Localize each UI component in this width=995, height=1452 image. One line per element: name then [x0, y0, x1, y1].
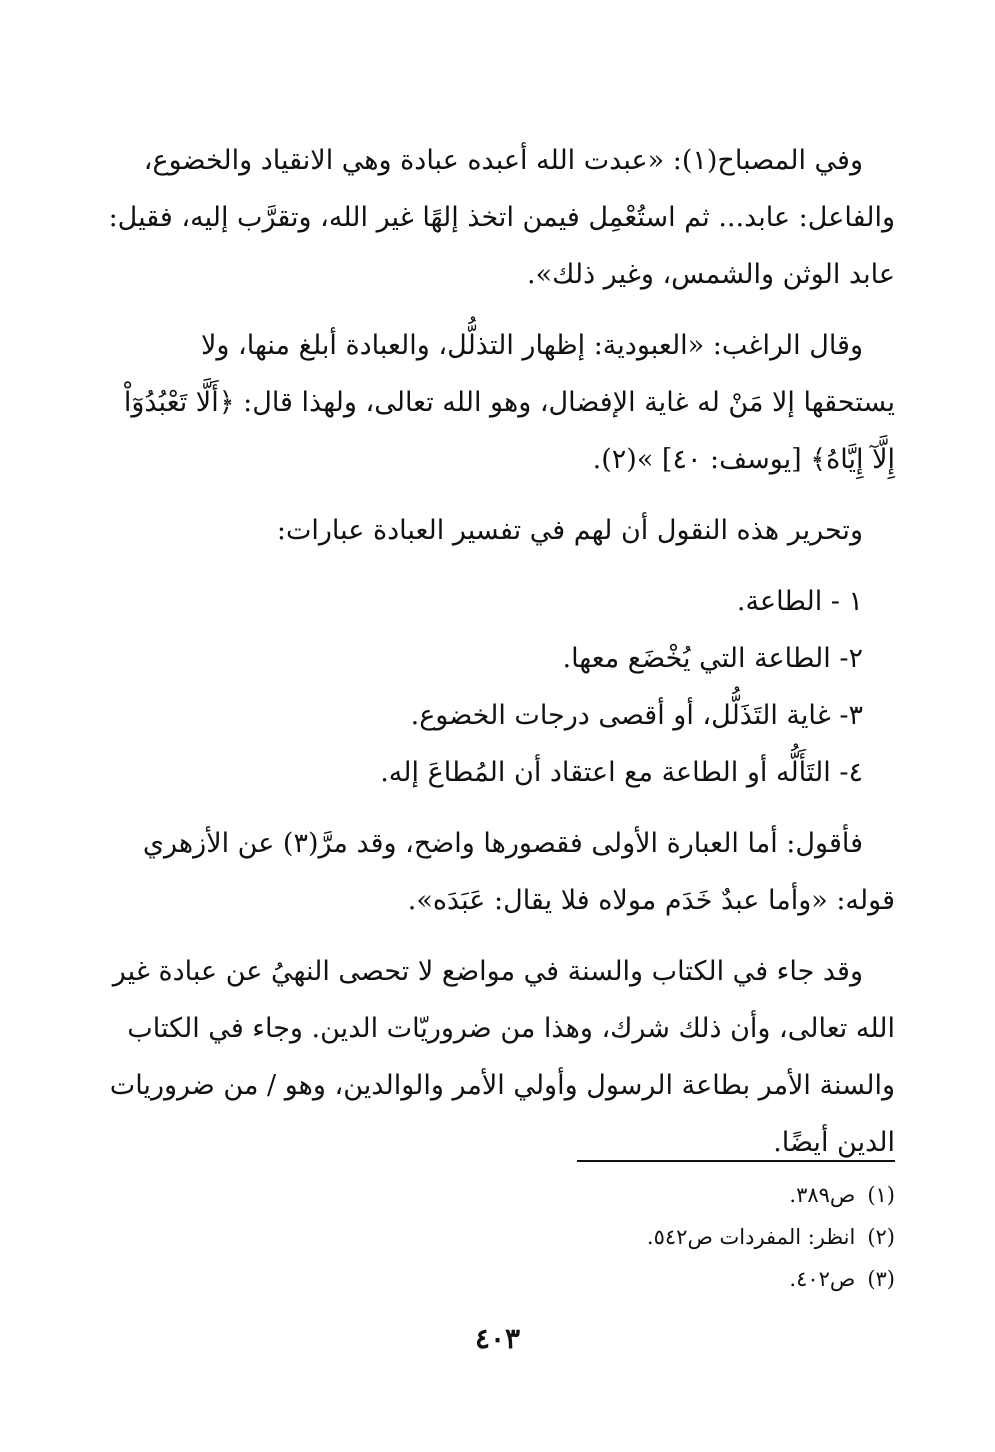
text-line: وفي المصباح(١): «عبدت الله أعبده عبادة وهي الانقياد والخضوع، [143, 145, 863, 176]
text-line: وقال الراغب: «العبودية: إظهار التذلُّل، والعبادة أبلغ منها، ولا [200, 330, 863, 361]
footnote-divider [577, 1160, 895, 1162]
footnote-number: (٣) [867, 1267, 895, 1291]
footnote-item [100, 1216, 895, 1258]
paragraph-misbah [100, 132, 895, 303]
paragraph-azhari [100, 815, 895, 929]
text-line: قوله: «وأما عبدٌ خَدَم مولاه فلا يقال: عَبَدَه». [407, 885, 895, 916]
text-line: إِلَّآ إِيَّاهُ﴾ [يوسف: ٤٠] »(٢). [592, 444, 895, 475]
footnote-text: انظر: المفردات ص٥٤٢. [646, 1225, 856, 1249]
text-line: وقد جاء في الكتاب والسنة في مواضع لا تحصى النهيُ عن عبادة غير [112, 956, 863, 987]
text-line: الدين أيضًا. [773, 1127, 895, 1158]
paragraph-intro-list [100, 502, 895, 559]
footnote-number: (٢) [867, 1225, 895, 1249]
page-number: ٤٠٣ [474, 1322, 521, 1355]
list-item: ٣- غاية التَذَلُّل، أو أقصى درجات الخضوع. [410, 700, 863, 731]
text-line: عابد الوثن والشمس، وغير ذلك». [526, 259, 895, 290]
text-line: فأقول: أما العبارة الأولى فقصورها واضح، وقد مرَّ(٣) عن الأزهري [142, 828, 863, 859]
text-line: يستحقها إلا مَنْ له غاية الإفضال، وهو الله تعالى، ولهذا قال: ﴿أَلَّا تَعْبُدُوٓاْ [123, 387, 895, 418]
paragraph-conclusion [100, 943, 895, 1171]
text-line: والسنة الأمر بطاعة الرسول وأولي الأمر والوالدين، وهو / من ضروريات [109, 1070, 895, 1101]
list-item: ٢- الطاعة التي يُخْضَع معها. [562, 643, 863, 674]
text-line: وتحرير هذه النقول أن لهم في تفسير العبادة عبارات: [276, 515, 863, 546]
list-item: ١ - الطاعة. [736, 586, 863, 617]
text-line: والفاعل: عابد... ثم استُعْمِل فيمن اتخذ إلهًا غير الله، وتقرَّب إليه، فقيل: [108, 202, 895, 233]
footnote-item [100, 1258, 895, 1300]
page-body [100, 132, 895, 1185]
definitions-list [100, 573, 895, 801]
footnote-item [100, 1174, 895, 1216]
text-line: الله تعالى، وأن ذلك شرك، وهذا من ضروريّات الدين. وجاء في الكتاب [127, 1013, 895, 1044]
paragraph-raghib [100, 317, 895, 488]
footnote-text: ص٤٠٢. [789, 1267, 856, 1291]
footnote-text: ص٣٨٩. [789, 1183, 856, 1207]
list-item: ٤- التَأَلُّه أو الطاعة مع اعتقاد أن المُطاعَ إله. [380, 757, 863, 788]
footnotes [100, 1174, 895, 1300]
footnote-number: (١) [867, 1183, 895, 1207]
